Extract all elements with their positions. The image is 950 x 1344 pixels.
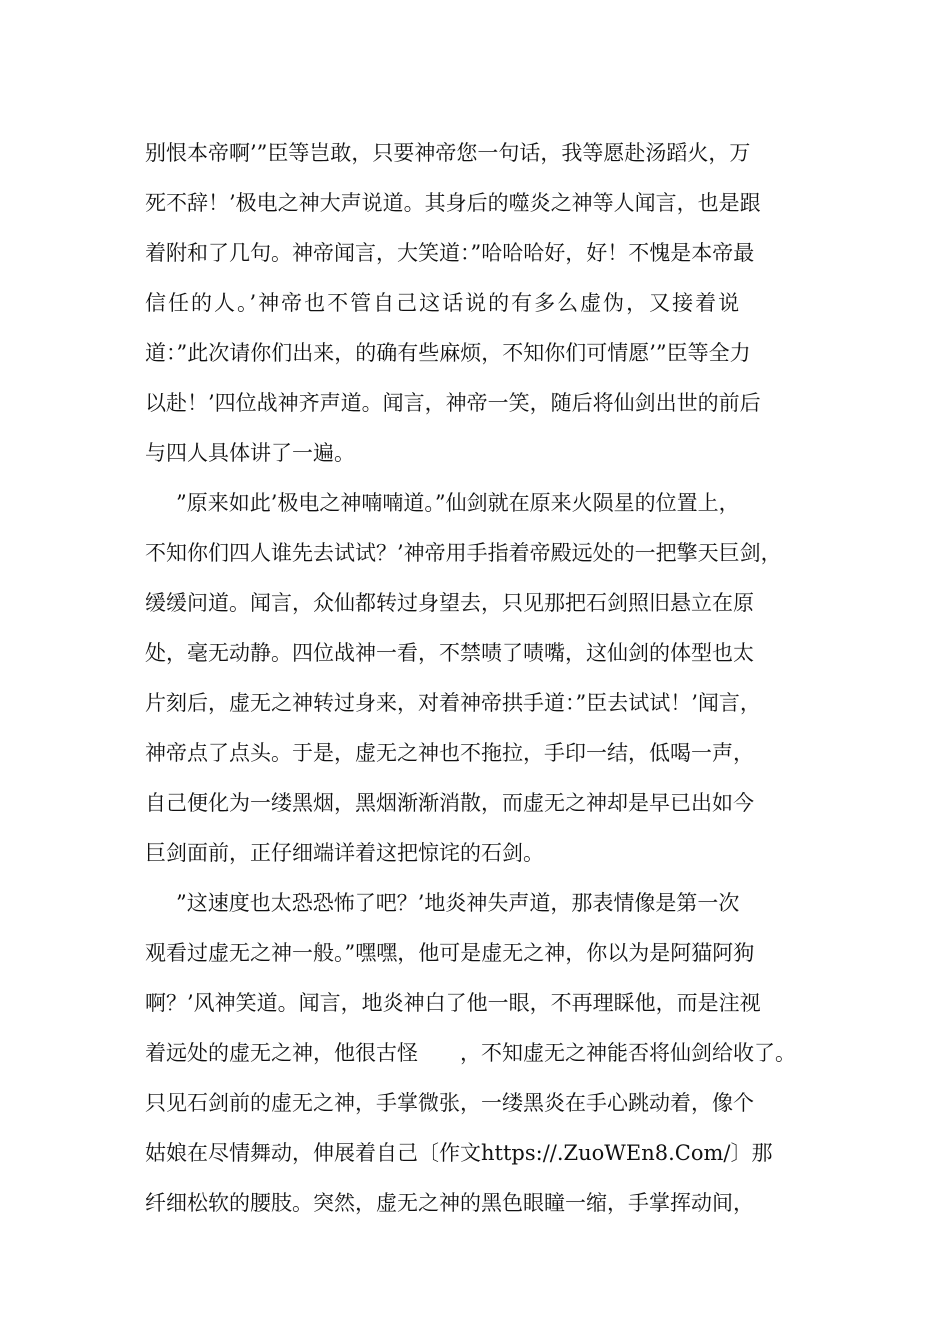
text-line: ”这速度也太恐恐怖了吧？’地炎神失声道，那表情像是第一次 [176, 891, 740, 915]
text-line: 巨剑面前，正仔细端详着这把惊诧的石剑。 [145, 841, 544, 865]
text-line: ”原来如此’极电之神喃喃道。”仙剑就在原来火陨星的位置上， [176, 491, 740, 515]
text-line: 观看过虚无之神一般。”嘿嘿，他可是虚无之神，你以为是阿猫阿狗 [145, 941, 755, 965]
text-line: 处，毫无动静。四位战神一看，不禁啧了啧嘴，这仙剑的体型也太 [145, 641, 754, 665]
text-line: 片刻后，虚无之神转过身来，对着神帝拱手道：”臣去试试！’闻言， [145, 691, 761, 715]
text-line: 着远处的虚无之神，他很古怪 ，不知虚无之神能否将仙剑给收了。 [145, 1041, 796, 1065]
text-line: 死不辞！’极电之神大声说道。其身后的噬炎之神等人闻言，也是跟 [145, 191, 761, 215]
text-line: 信任的人。’神帝也不管自己这话说的有多么虚伪，又接着说 [145, 291, 742, 315]
text-line: 神帝点了点头。于是，虚无之神也不拖拉，手印一结，低喝一声， [145, 741, 754, 765]
text-line: 自己便化为一缕黑烟，黑烟渐渐消散，而虚无之神却是早已出如今 [145, 791, 754, 815]
text-line: 纤细松软的腰肢。突然，虚无之神的黑色眼瞳一缩，手掌挥动间， [145, 1191, 754, 1215]
text-line: 不知你们四人谁先去试试？’神帝用手指着帝殿远处的一把擎天巨剑， [145, 541, 782, 565]
text-line: 缓缓问道。闻言，众仙都转过身望去，只见那把石剑照旧悬立在原 [145, 591, 754, 615]
text-line: 着附和了几句。神帝闻言，大笑道：”哈哈哈好，好！不愧是本帝最 [145, 241, 755, 265]
text-line: 姑娘在尽情舞动，伸展着自己〔作文https://.ZuoWEn8.Com/〕那 [145, 1141, 773, 1165]
text-line: 以赴！’四位战神齐声道。闻言，神帝一笑，随后将仙剑出世的前后 [145, 391, 761, 415]
text-line: 与四人具体讲了一遍。 [145, 441, 355, 465]
text-line: 只见石剑前的虚无之神，手掌微张，一缕黑炎在手心跳动着，像个 [145, 1091, 754, 1115]
text-line: 别恨本帝啊’”臣等岂敢，只要神帝您一句话，我等愿赴汤蹈火，万 [145, 141, 751, 165]
text-line: 啊？’风神笑道。闻言，地炎神白了他一眼，不再理睬他，而是注视 [145, 991, 761, 1015]
text-line: 道：”此次请你们出来，的确有些麻烦，不知你们可情愿’”臣等全力 [145, 341, 751, 365]
